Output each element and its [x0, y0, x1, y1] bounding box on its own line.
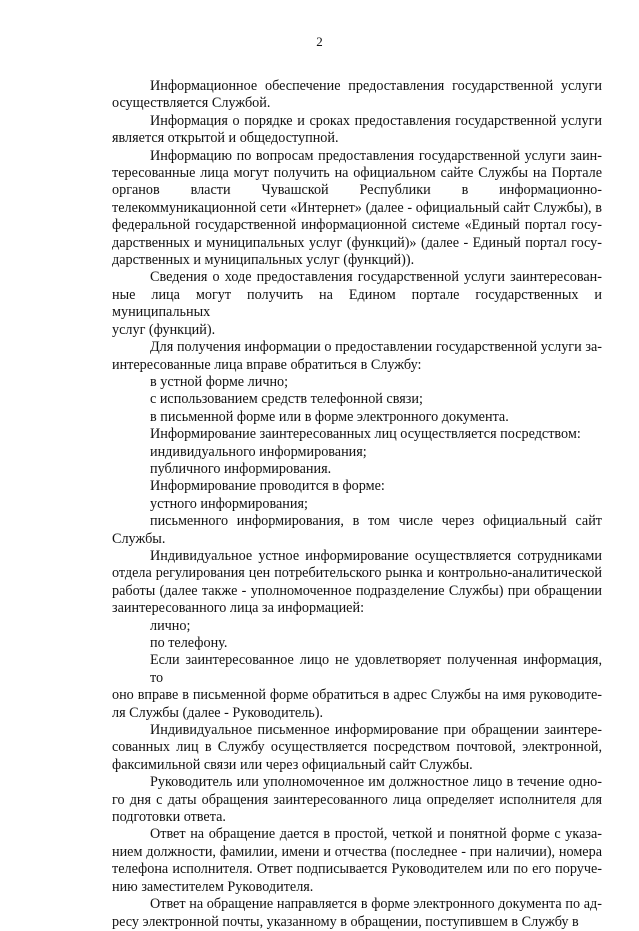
paragraph-line: Индивидуальное устное информирование осуществляется сотрудниками	[150, 547, 602, 564]
list-item: устного информирования;	[150, 495, 308, 512]
paragraph-line: Службы.	[112, 530, 166, 547]
paragraph-line: Индивидуальное письменное информирование при обращении заинтере-	[150, 722, 602, 739]
paragraph-line: письменного информирования, в том числе через официальный сайт	[150, 513, 602, 530]
paragraph-line: оно вправе в письменной форме обратиться в адрес Службы на имя руководите-	[112, 687, 602, 704]
paragraph-line: Информационное обеспечение предоставления государственной услуги	[150, 78, 602, 94]
paragraph-line: нию заместителем Руководителя.	[112, 878, 314, 895]
paragraph-line: телефона исполнителя. Ответ подписывается Руководителем или по его поруче-	[112, 861, 602, 878]
list-item: в устной форме лично;	[150, 373, 289, 390]
paragraph-line: Информация о порядке и сроках предоставления государственной услуги	[150, 112, 602, 129]
paragraph	[112, 78, 602, 113]
paragraph-line: нием должности, фамилии, имени и отчества (последнее - при наличии), номера	[112, 843, 602, 860]
list-item: с использованием средств телефонной связи;	[150, 391, 423, 408]
paragraph-line: Сведения о ходе предоставления государственной услуги заинтересован-	[150, 269, 602, 286]
paragraph-line: ля Службы (далее - Руководитель).	[112, 704, 324, 721]
paragraph-line: факсимильной связи или через официальный сайт Службы.	[112, 756, 473, 773]
paragraph-line: дарственных и муниципальных услуг (функций)» (далее - Единый портал госу-	[112, 234, 602, 251]
paragraph-line: Ответ на обращение направляется в форме электронного документа по ад-	[150, 896, 602, 913]
paragraph	[112, 269, 602, 339]
paragraph	[112, 722, 602, 774]
paragraph-line: Для получения информации о предоставлении государственной услуги за-	[150, 339, 602, 356]
paragraph-line: является открытой и общедоступной.	[112, 130, 339, 147]
paragraph	[112, 826, 602, 896]
paragraph-line: дарственных и муниципальных услуг (функций)).	[112, 252, 415, 269]
paragraph-line: го дня с даты обращения заинтересованного лица определяет исполнителя для	[112, 791, 602, 808]
list-item: Информирование заинтересованных лиц осуществляется посредством:	[150, 426, 581, 443]
list-item: Информирование проводится в форме:	[150, 478, 385, 495]
list-item: в письменной форме или в форме электронного документа.	[150, 408, 509, 425]
paragraph-line: подготовки ответа.	[112, 809, 226, 826]
page-number: 2	[316, 34, 323, 49]
paragraph	[112, 148, 602, 270]
paragraph-line: сованных лиц в Службу осуществляется посредством почтовой, электронной,	[112, 739, 602, 756]
paragraph-line: осуществляется Службой.	[112, 95, 271, 112]
list-item: индивидуального информирования;	[150, 443, 367, 460]
list-item: по телефону.	[150, 635, 228, 651]
paragraph	[112, 774, 602, 826]
paragraph-line: работы (далее также - уполномоченное подразделение Службы) при обращении	[112, 582, 602, 599]
list-item: лично;	[150, 617, 191, 634]
paragraph-line: услуг (функций).	[112, 321, 216, 338]
paragraph-line: телекоммуникационной сети «Интернет» (далее - официальный сайт Службы), в	[112, 199, 602, 216]
paragraph-line: Информацию по вопросам предоставления государственной услуги заин-	[150, 147, 602, 164]
paragraph	[112, 513, 602, 548]
paragraph-line: Если заинтересованное лицо не удовлетворяет полученная информация, то	[150, 652, 602, 686]
paragraph-line: органов власти Чувашской Республики в информационно-	[112, 182, 602, 199]
paragraph	[112, 652, 602, 722]
paragraph	[112, 896, 602, 931]
paragraph	[112, 339, 602, 374]
paragraph-line: отдела регулирования цен потребительского рынка и контрольно-аналитической	[112, 565, 602, 582]
list-item: публичного информирования.	[150, 460, 332, 477]
paragraph-line: тересованные лица могут получить на официальном сайте Службы на Портале	[112, 165, 602, 182]
paragraph-line: федеральной государственной информационной системе «Единый портал госу-	[112, 217, 602, 234]
paragraph-line: ресу электронной почты, указанному в обращении, поступившем в Службу в	[112, 913, 579, 930]
paragraph-line: Руководитель или уполномоченное им должностное лицо в течение одно-	[150, 774, 602, 791]
document-body	[112, 78, 602, 931]
paragraph	[112, 113, 602, 148]
paragraph-line: ные лица могут получить на Едином портале государственных и муниципальных	[112, 286, 602, 321]
paragraph-line: интересованные лица вправе обратиться в Службу:	[112, 356, 422, 373]
paragraph-line: Ответ на обращение дается в простой, четкой и понятной форме с указа-	[150, 826, 602, 843]
paragraph-line: заинтересованного лица за информацией:	[112, 600, 365, 617]
paragraph	[112, 548, 602, 618]
